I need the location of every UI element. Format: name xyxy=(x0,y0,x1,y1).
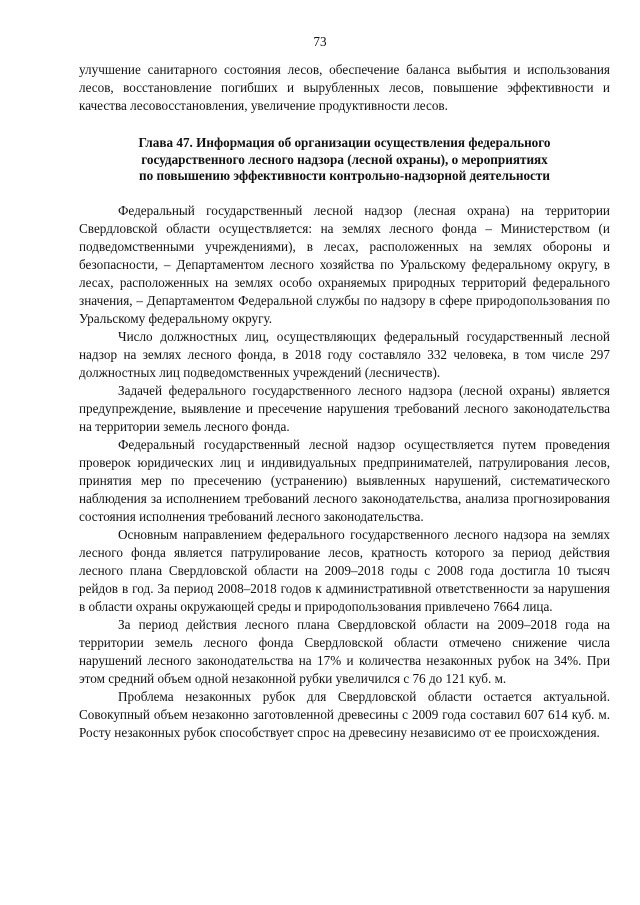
paragraph-supervision-task: Задачей федерального государственного лесного надзора (лесной охраны) является предупреждение, выявление и пресечение нарушения требований лесного законодательства на территории земель лесного фонда. xyxy=(79,382,610,434)
paragraph-forest-supervision-bodies: Федеральный государственный лесной надзор (лесная охрана) на территории Свердловской области осуществляется: на землях лесного фонда – Министерством (и подведомственными учреждениями), в лесах, расположенных на землях обороны и безопасности, – Департаментом лесного хозяйства по Уральскому федеральному округу, в лесах, расположенных на землях особо охраняемых природных территорий федерального значения, – Департаментом Федеральной службы по надзору в сфере природопользования по Уральскому федеральному округу. xyxy=(79,202,610,326)
paragraph-officials-count: Число должностных лиц, осуществляющих федеральный государственный лесной надзор на землях лесного фонда, в 2018 году составляло 332 человека, в том числе 297 должностных лиц подведомственных учреждений (лесничеств). xyxy=(79,328,610,380)
chapter-heading-line: государственного лесного надзора (лесной охраны), о мероприятиях xyxy=(141,151,548,167)
chapter-heading-line: по повышению эффективности контрольно-надзорной деятельности xyxy=(139,168,550,183)
page-number: 73 xyxy=(313,34,327,49)
lead-paragraph: улучшение санитарного состояния лесов, обеспечение баланса выбытия и использования лесов, восстановление погибших и вырубленных лесов, повышение эффективности и качества лесовосстановления, увеличение продуктивности лесов. xyxy=(79,62,610,113)
chapter-heading-line: Глава 47. Информация об организации осуществления федерального xyxy=(138,135,551,150)
paragraph-violations-decrease: За период действия лесного плана Свердловской области на 2009–2018 года на территории земель лесного фонда Свердловской области отмечено снижение числа нарушений лесного законодательства на 17% и количества незаконных рубок на 34%. При этом средний объем одной незаконной рубки увеличился с 76 до 121 куб. м. xyxy=(79,616,610,686)
paragraph-illegal-logging: Проблема незаконных рубок для Свердловской области остается актуальной. Совокупный объем незаконно заготовленной древесины с 2009 года составил 607 614 куб. м. Росту незаконных рубок способствует спрос на древесину независимо от ее происхождения. xyxy=(79,688,610,740)
chapter-heading xyxy=(79,135,610,185)
paragraph-patrolling: Основным направлением федерального государственного лесного надзора на землях лесного фонда является патрулирование лесов, кратность которого за период действия лесного плана Свердловской области на 2009–2018 годы с 2008 года достигла 10 тысяч рейдов в год. За период 2008–2018 годов к административной ответственности за нарушения в области охраны окружающей среды и природопользования привлечено 7664 лица. xyxy=(79,526,610,614)
document-body xyxy=(79,61,610,742)
paragraph-supervision-methods: Федеральный государственный лесной надзор осуществляется путем проведения проверок юридических лиц и индивидуальных предпринимателей, патрулирования лесов, принятия мер по пресечению (устранению) выявленных нарушений, систематического наблюдения за исполнением требований лесного законодательства, анализа прогнозирования состояния исполнения требований лесного законодательства. xyxy=(79,436,610,524)
